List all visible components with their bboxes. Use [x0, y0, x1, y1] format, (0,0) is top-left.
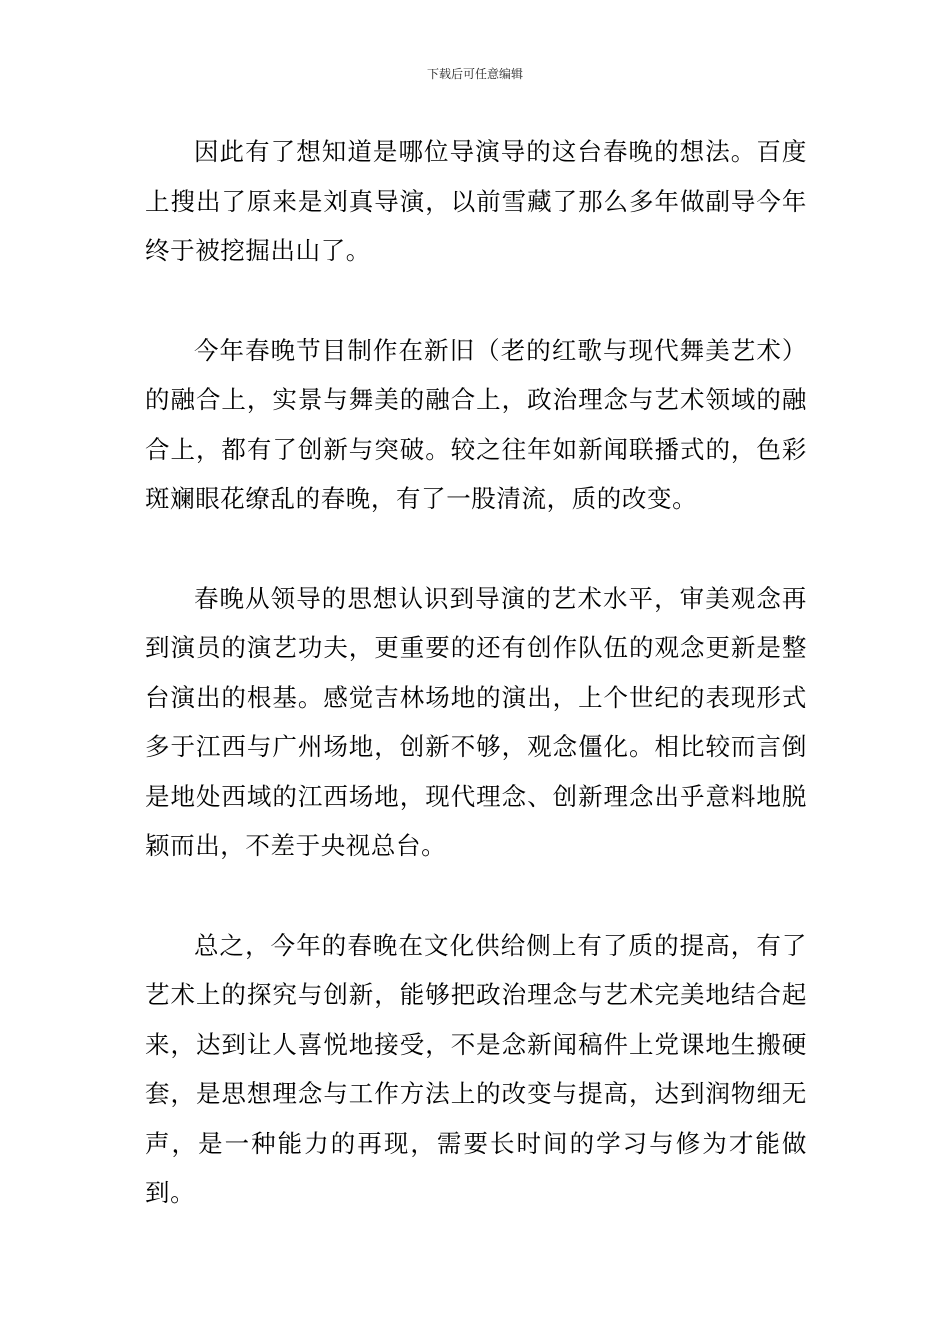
- paragraph-3: 春晚从领导的思想认识到导演的艺术水平，审美观念再到演员的演艺功夫，更重要的还有创作队伍的观念更新是整台演出的根基。感觉吉林场地的演出，上个世纪的表现形式多于江西与广州场地，创新不够，观念僵化。相比较而言倒是地处西域的江西场地，现代理念、创新理念出乎意料地脱颖而出，不差于央视总台。: [145, 583, 807, 860]
- document-body: [145, 127, 807, 1218]
- paragraph-4: 总之，今年的春晚在文化供给侧上有了质的提高，有了艺术上的探究与创新，能够把政治理念与艺术完美地结合起来，达到让人喜悦地接受，不是念新闻稿件上党课地生搬硬套，是思想理念与工作方法上的改变与提高，达到润物细无声，是一种能力的再现，需要长时间的学习与修为才能做到。: [145, 930, 807, 1207]
- header-note: 下载后可任意编辑: [426, 67, 523, 81]
- paragraph-2: 今年春晚节目制作在新旧（老的红歌与现代舞美艺术）的融合上，实景与舞美的融合上，政治理念与艺术领域的融合上，都有了创新与突破。较之往年如新闻联播式的，色彩斑斓眼花缭乱的春晚，有了一股清流，质的改变。: [145, 335, 807, 513]
- paragraph-1: 因此有了想知道是哪位导演导的这台春晚的想法。百度上搜出了原来是刘真导演，以前雪藏了那么多年做副导今年终于被挖掘出山了。: [145, 137, 807, 265]
